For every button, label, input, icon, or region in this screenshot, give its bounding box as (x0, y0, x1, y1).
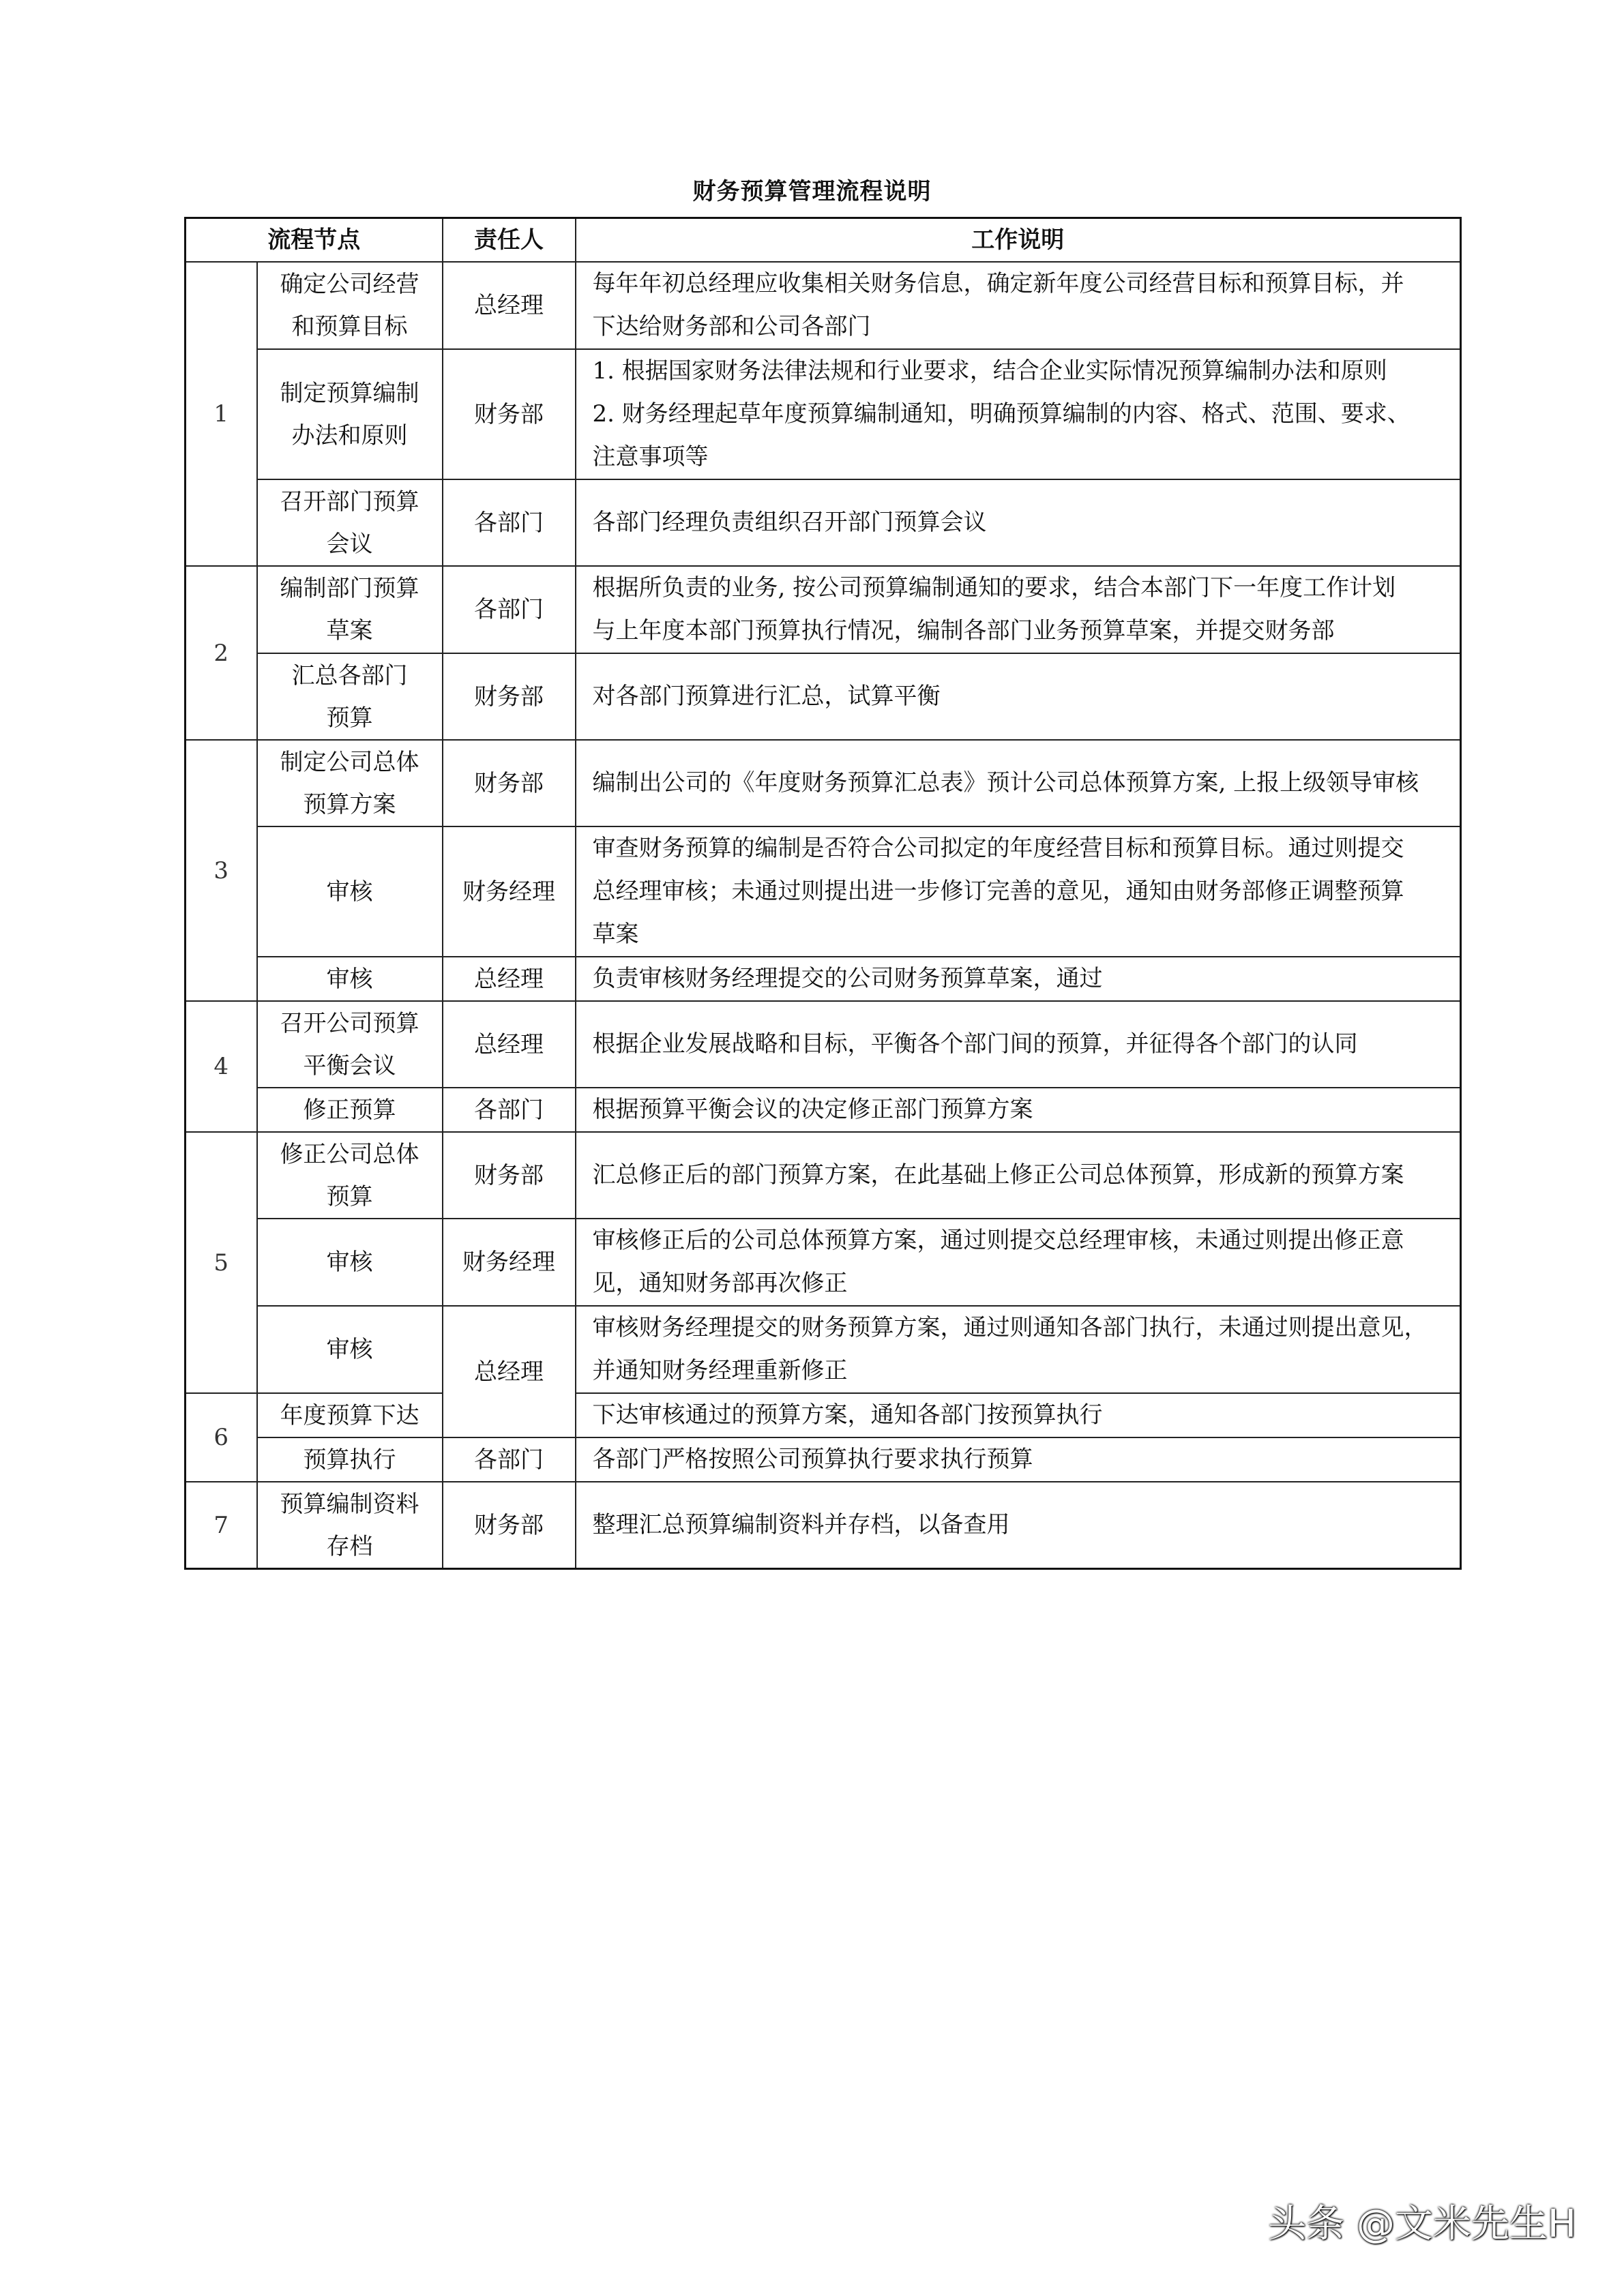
table-row (186, 740, 1461, 826)
table-row (186, 1306, 1461, 1393)
process-node: 预算编制资料 存档 (257, 1482, 443, 1569)
step-number: 5 (186, 1132, 257, 1393)
process-node: 审核 (257, 1219, 443, 1306)
process-node: 汇总各部门 预算 (257, 653, 443, 740)
owner-cell: 财务经理 (443, 826, 576, 957)
process-node: 修正公司总体 预算 (257, 1132, 443, 1219)
owner-cell: 财务部 (443, 1482, 576, 1569)
owner-cell: 财务部 (443, 1132, 576, 1219)
owner-cell: 财务部 (443, 653, 576, 740)
owner-cell: 各部门 (443, 1088, 576, 1132)
table-row (186, 826, 1461, 957)
step-number: 4 (186, 1001, 257, 1132)
owner-cell: 财务部 (443, 349, 576, 479)
process-node: 召开公司预算 平衡会议 (257, 1001, 443, 1088)
description-cell: 负责审核财务经理提交的公司财务预算草案，通过 (576, 957, 1461, 1001)
description-cell: 根据预算平衡会议的决定修正部门预算方案 (576, 1088, 1461, 1132)
watermark-text: 头条 @文米先生H (1268, 2202, 1576, 2246)
description-cell: 1. 根据国家财务法律法规和行业要求，结合企业实际情况预算编制办法和原则 2. 财务经理起草年度预算编制通知，明确预算编制的内容、格式、范围、要求、 注意事项等 (576, 349, 1461, 479)
step-number: 1 (186, 262, 257, 566)
description-cell: 每年年初总经理应收集相关财务信息，确定新年度公司经营目标和预算目标，并 下达给财务部和公司各部门 (576, 262, 1461, 349)
owner-cell: 总经理 (443, 1001, 576, 1088)
document-title: 财务预算管理流程说明 (692, 178, 932, 205)
description-cell: 各部门经理负责组织召开部门预算会议 (576, 479, 1461, 566)
table-row (186, 653, 1461, 740)
table-row (186, 1219, 1461, 1306)
description-cell: 汇总修正后的部门预算方案，在此基础上修正公司总体预算，形成新的预算方案 (576, 1132, 1461, 1219)
table-row (186, 262, 1461, 349)
process-node: 召开部门预算 会议 (257, 479, 443, 566)
table-row (186, 349, 1461, 479)
step-number: 2 (186, 566, 257, 740)
description-cell: 根据企业发展战略和目标，平衡各个部门间的预算，并征得各个部门的认同 (576, 1001, 1461, 1088)
table-row (186, 957, 1461, 1001)
owner-cell: 总经理 (443, 262, 576, 349)
table-row (186, 1001, 1461, 1088)
process-node: 审核 (257, 1306, 443, 1393)
header-description: 工作说明 (576, 218, 1461, 263)
table-row (186, 566, 1461, 653)
description-cell: 整理汇总预算编制资料并存档，以备查用 (576, 1482, 1461, 1569)
table-row (186, 1088, 1461, 1132)
owner-cell: 财务经理 (443, 1219, 576, 1306)
process-node: 审核 (257, 826, 443, 957)
header-process-node: 流程节点 (186, 218, 443, 263)
owner-cell: 各部门 (443, 1437, 576, 1482)
table-row (186, 479, 1461, 566)
owner-cell: 总经理 (443, 957, 576, 1001)
table-row (186, 1437, 1461, 1482)
process-node: 确定公司经营 和预算目标 (257, 262, 443, 349)
description-cell: 审核财务经理提交的财务预算方案，通过则通知各部门执行，未通过则提出意见， 并通知财务经理重新修正 (576, 1306, 1461, 1393)
header-owner: 责任人 (443, 218, 576, 263)
description-cell: 编制出公司的《年度财务预算汇总表》预计公司总体预算方案, 上报上级领导审核 (576, 740, 1461, 826)
owner-cell: 各部门 (443, 479, 576, 566)
step-number: 6 (186, 1393, 257, 1482)
table-header-row (186, 218, 1461, 263)
owner-cell: 各部门 (443, 566, 576, 653)
owner-cell: 总经理 (443, 1306, 576, 1437)
process-node: 制定预算编制 办法和原则 (257, 349, 443, 479)
process-node: 预算执行 (257, 1437, 443, 1482)
table-row (186, 1132, 1461, 1219)
table-row (186, 1482, 1461, 1569)
description-cell: 审查财务预算的编制是否符合公司拟定的年度经营目标和预算目标。通过则提交 总经理审核；未通过则提出进一步修订完善的意见，通知由财务部修正调整预算 草案 (576, 826, 1461, 957)
process-node: 修正预算 (257, 1088, 443, 1132)
owner-cell: 财务部 (443, 740, 576, 826)
step-number: 3 (186, 740, 257, 1001)
description-cell: 各部门严格按照公司预算执行要求执行预算 (576, 1437, 1461, 1482)
description-cell: 根据所负责的业务, 按公司预算编制通知的要求，结合本部门下一年度工作计划 与上年度本部门预算执行情况，编制各部门业务预算草案，并提交财务部 (576, 566, 1461, 653)
table-body (186, 262, 1461, 1569)
description-cell: 审核修正后的公司总体预算方案，通过则提交总经理审核，未通过则提出修正意 见，通知财务部再次修正 (576, 1219, 1461, 1306)
budget-process-table (184, 217, 1462, 1570)
process-node: 制定公司总体 预算方案 (257, 740, 443, 826)
process-node: 编制部门预算 草案 (257, 566, 443, 653)
description-cell: 下达审核通过的预算方案，通知各部门按预算执行 (576, 1393, 1461, 1437)
table-row (186, 1393, 1461, 1437)
description-cell: 对各部门预算进行汇总，试算平衡 (576, 653, 1461, 740)
process-node: 审核 (257, 957, 443, 1001)
step-number: 7 (186, 1482, 257, 1569)
process-node: 年度预算下达 (257, 1393, 443, 1437)
